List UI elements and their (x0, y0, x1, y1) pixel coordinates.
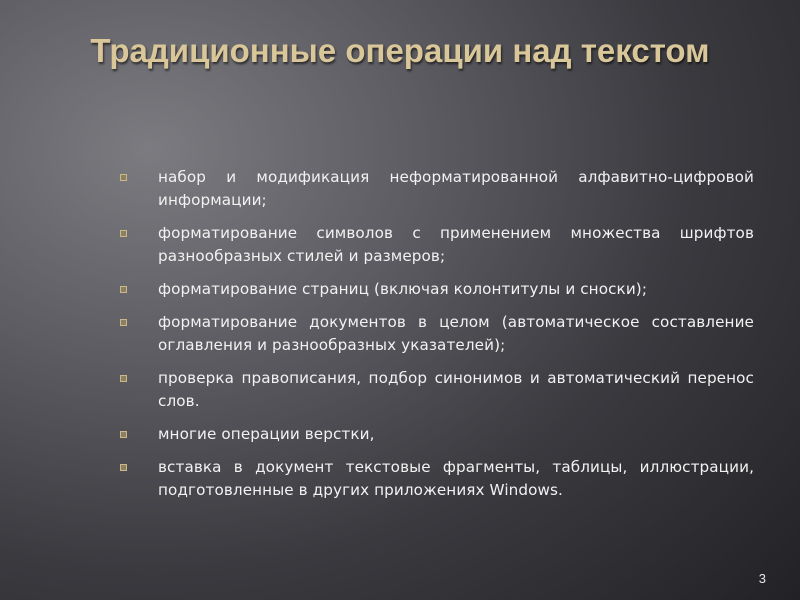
bullet-text: форматирование страниц (включая колонтитулы и сноски); (158, 280, 648, 298)
bullet-list (118, 166, 754, 512)
list-item (118, 166, 754, 212)
bullet-text: форматирование символов с применением множества шрифтов разнообразных стилей и размеров; (158, 224, 754, 265)
list-item (118, 367, 754, 413)
square-bullet-icon (120, 431, 127, 438)
list-item (118, 278, 754, 301)
list-item (118, 423, 754, 446)
bullet-text: форматирование документов в целом (автоматическое составление оглавления и разнообразных указателей); (158, 313, 754, 354)
square-bullet-icon (120, 286, 127, 293)
square-bullet-icon (120, 464, 127, 471)
bullet-text: многие операции верстки, (158, 425, 375, 443)
square-bullet-icon (120, 174, 127, 181)
bullet-text: набор и модификация неформатированной алфавитно-цифровой информации; (158, 168, 754, 209)
square-bullet-icon (120, 319, 127, 326)
page-number: 3 (758, 571, 766, 586)
bullet-text: проверка правописания, подбор синонимов и автоматический перенос слов. (158, 369, 754, 410)
bullet-text: вставка в документ текстовые фрагменты, таблицы, иллюстрации, подготовленные в других приложениях Windows. (158, 458, 754, 499)
list-item (118, 222, 754, 268)
square-bullet-icon (120, 375, 127, 382)
list-item (118, 311, 754, 357)
slide-title: Традиционные операции над текстом (90, 32, 710, 69)
list-item (118, 456, 754, 502)
square-bullet-icon (120, 230, 127, 237)
